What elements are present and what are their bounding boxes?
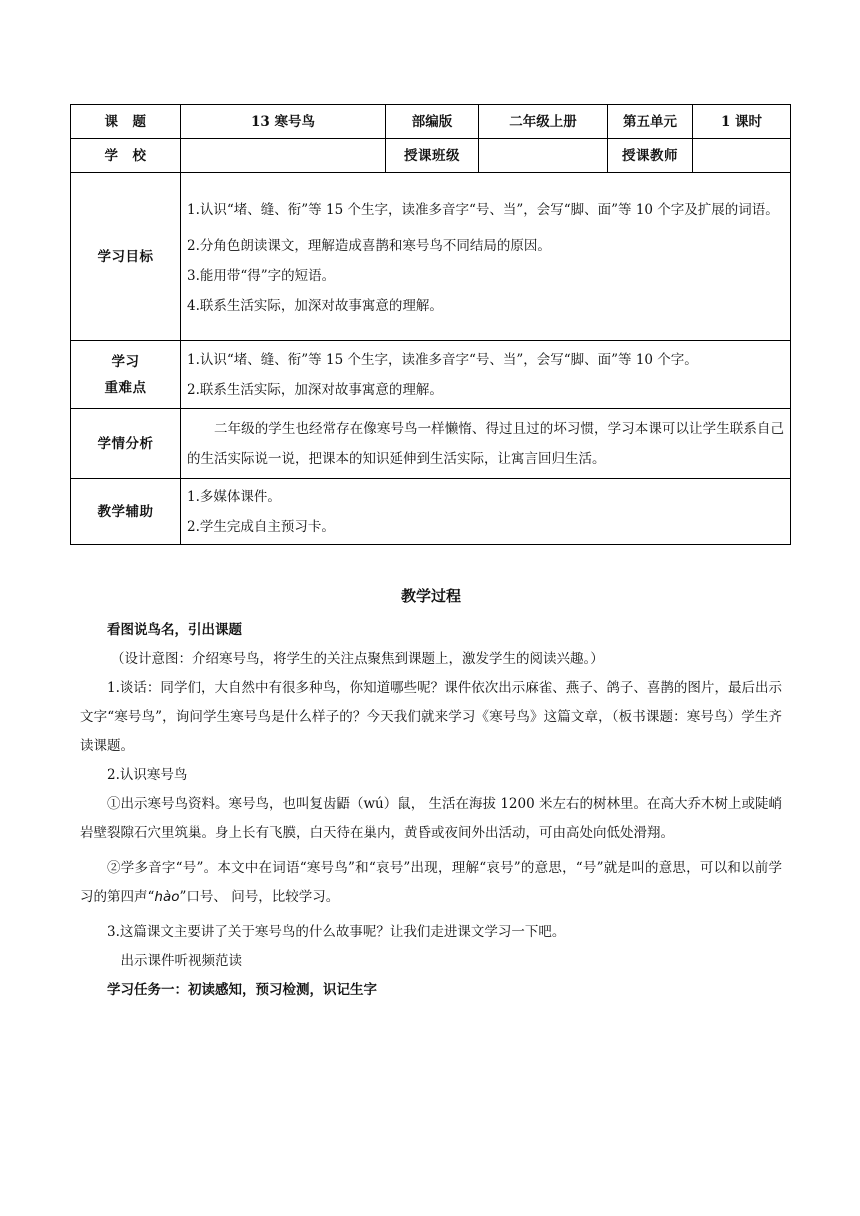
topic-value: 13 寒号鸟 bbox=[181, 105, 386, 139]
section-heading: 看图说鸟名，引出课题 bbox=[107, 622, 242, 638]
pinyin-hao: hào bbox=[154, 889, 180, 905]
table-row bbox=[71, 173, 791, 341]
key-points-label-line2: 重难点 bbox=[104, 379, 147, 396]
key-point-item: 1.认识“堵、缝、衔”等 15 个生字，读准多音字“号、当”，会写“脚、面”等 10 个字。 bbox=[187, 351, 698, 368]
goal-item: 1.认识“堵、缝、衔”等 15 个生字，读准多音字“号、当”，会写“脚、面”等 10 个字及扩展的词语。 bbox=[187, 201, 779, 218]
key-points-content bbox=[181, 341, 791, 409]
table-row bbox=[71, 105, 791, 139]
step-2-b bbox=[80, 854, 782, 912]
unit-value: 第五单元 bbox=[608, 105, 693, 139]
step-2-b-text-end: ”口号、 问号，比较学习。 bbox=[179, 889, 340, 905]
analysis-content bbox=[181, 409, 791, 479]
design-intent: （设计意图：介绍寒号鸟，将学生的关注点聚焦到课题上，激发学生的阅读兴趣。） bbox=[111, 651, 604, 667]
school-label: 学 校 bbox=[71, 139, 181, 173]
analysis-text: 二年级的学生也经常存在像寒号鸟一样懒惰、得过且过的坏习惯，学习本课可以让学生联系自己的生活实际说一说，把课本的知识延伸到生活实际，让寓言回归生活。 bbox=[187, 420, 784, 467]
table-row bbox=[71, 479, 791, 545]
lesson-plan-table bbox=[70, 104, 791, 545]
class-label: 授课班级 bbox=[386, 139, 479, 173]
goals-label: 学习目标 bbox=[71, 173, 181, 341]
step-2-a: ①出示寒号鸟资料。寒号鸟，也叫复齿鼯（wú）鼠， 生活在海拔 1200 米左右的树林里。在高大乔木树上或陡峭岩壁裂隙石穴里筑巢。身上长有飞膜，白天待在巢内，黄昏或夜间外出活动，可由高处向低处滑翔。 bbox=[80, 796, 782, 841]
table-row bbox=[71, 341, 791, 409]
goal-item: 2.分角色朗读课文，理解造成喜鹊和寒号鸟不同结局的原因。 bbox=[187, 237, 551, 254]
table-row bbox=[71, 409, 791, 479]
aids-label: 教学辅助 bbox=[71, 479, 181, 545]
teacher-label: 授课教师 bbox=[608, 139, 693, 173]
process-title: 教学过程 bbox=[400, 587, 461, 605]
task-1-heading: 学习任务一：初读感知，预习检测，识记生字 bbox=[107, 982, 377, 998]
class-value bbox=[479, 139, 608, 173]
teaching-process bbox=[80, 585, 782, 1005]
aids-content bbox=[181, 479, 791, 545]
grade-value: 二年级上册 bbox=[479, 105, 608, 139]
video-note: 出示课件听视频范读 bbox=[120, 953, 242, 969]
topic-label: 课 题 bbox=[71, 105, 181, 139]
aid-item: 1.多媒体课件。 bbox=[187, 488, 281, 505]
hours-value: 1 课时 bbox=[693, 105, 791, 139]
school-value bbox=[181, 139, 386, 173]
step-1: 1.谈话：同学们，大自然中有很多种鸟，你知道哪些呢？课件依次出示麻雀、燕子、鸽子、喜鹊的图片，最后出示文字“寒号鸟”，询问学生寒号鸟是什么样子的？今天我们就来学习《寒号鸟》这篇文章，（板书课题：寒号鸟）学生齐读课题。 bbox=[80, 680, 782, 754]
analysis-label: 学情分析 bbox=[71, 409, 181, 479]
table-row bbox=[71, 139, 791, 173]
step-2-b-text: ②学多音字“号”。本文中在词语“寒号鸟”和“哀号”出现，理解“哀号”的意思，“号”就是叫的意思，可以和以前学习的第四声“ bbox=[80, 860, 782, 905]
goal-item: 3.能用带“得”字的短语。 bbox=[187, 267, 336, 284]
teacher-value bbox=[693, 139, 791, 173]
key-points-label-line1: 学习 bbox=[111, 353, 140, 370]
edition-value: 部编版 bbox=[386, 105, 479, 139]
goals-content bbox=[181, 173, 791, 341]
goal-item: 4.联系生活实际，加深对故事寓意的理解。 bbox=[187, 297, 443, 314]
key-point-item: 2.联系生活实际，加深对故事寓意的理解。 bbox=[187, 381, 443, 398]
key-points-label bbox=[71, 341, 181, 409]
step-3: 3.这篇课文主要讲了关于寒号鸟的什么故事呢？让我们走进课文学习一下吧。 bbox=[107, 924, 566, 940]
step-2: 2.认识寒号鸟 bbox=[107, 767, 188, 783]
aid-item: 2.学生完成自主预习卡。 bbox=[187, 518, 335, 535]
